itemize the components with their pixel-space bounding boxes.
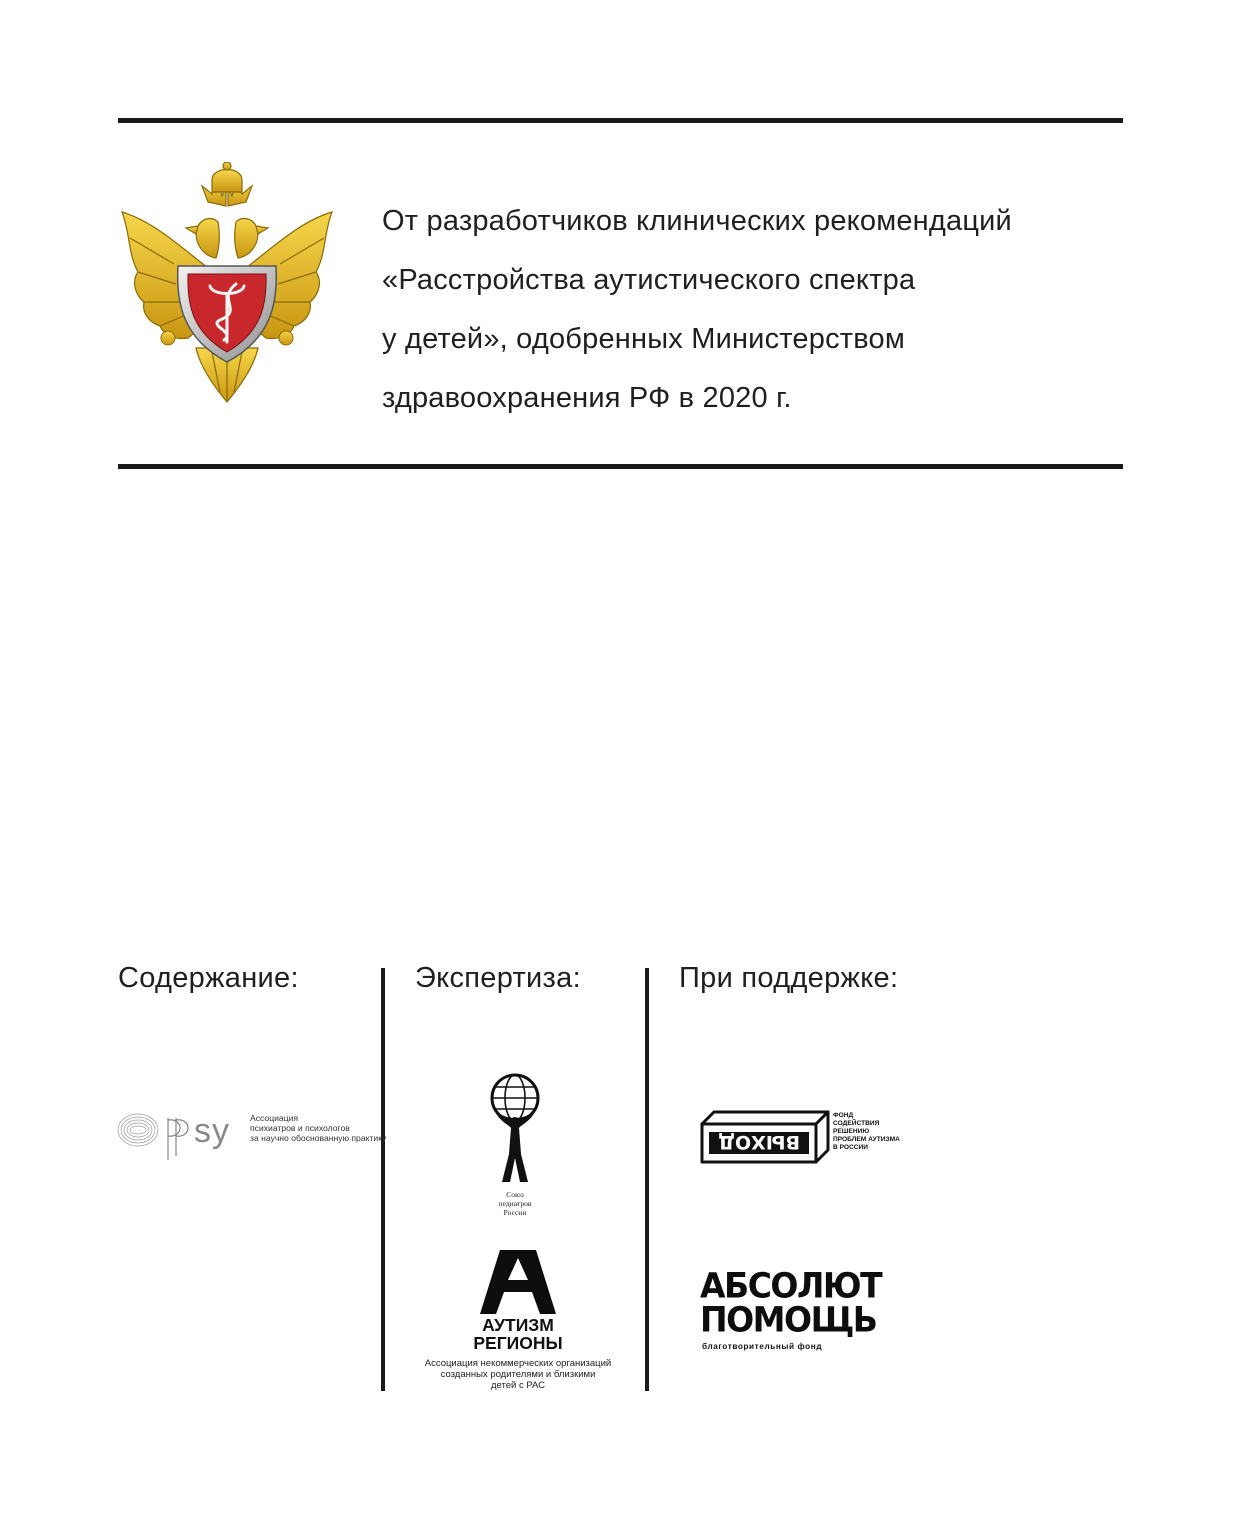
column-divider	[381, 968, 385, 1391]
autism-regions-title	[420, 1316, 616, 1352]
pediatricians-caption-line: России	[503, 1208, 527, 1217]
autism-regions-caption	[420, 1358, 616, 1391]
svg-text:ВЫХОД: ВЫХОД	[718, 1131, 800, 1153]
vykhod-caption	[833, 1112, 900, 1152]
vykhod-caption-line: ПРОБЛЕМ АУТИЗМА	[833, 1136, 900, 1143]
crowns	[202, 162, 252, 206]
top-rule	[118, 118, 1123, 123]
pediatricians-caption	[484, 1190, 546, 1217]
pediatricians-union-logo	[484, 1072, 546, 1222]
vykhod-caption-line: В РОССИИ	[833, 1144, 869, 1151]
ppsy-mark	[116, 1106, 246, 1166]
autism-regions-title-line: АУТИЗМ	[482, 1315, 554, 1335]
ppsy-caption-line: психиатров и психологов	[250, 1123, 350, 1133]
letter-a-mark	[420, 1248, 616, 1318]
vykhod-caption-line: СОДЕЙСТВИЯ	[833, 1120, 880, 1127]
support-heading: При поддержке:	[679, 962, 899, 994]
svg-text:sy: sy	[194, 1112, 230, 1150]
vykhod-caption-line: РЕШЕНИЮ	[833, 1128, 870, 1135]
expertise-heading: Экспертиза:	[415, 962, 581, 994]
vykhod-box-mark	[700, 1110, 830, 1166]
eagle-heads	[186, 219, 268, 258]
intro-line: здравоохранения РФ в 2020 г.	[382, 382, 792, 414]
bottom-rule	[118, 464, 1123, 469]
autism-regions-logo	[420, 1248, 616, 1391]
intro-line: у детей», одобренных Министерством	[382, 323, 906, 355]
globe-figure-icon	[484, 1072, 546, 1190]
autism-regions-caption-line: созданных родителями и близкими	[440, 1369, 596, 1380]
pediatricians-caption-line: Союз	[506, 1190, 524, 1199]
vykhod-caption-line: ФОНД	[833, 1112, 854, 1119]
autism-regions-title-line: РЕГИОНЫ	[473, 1333, 563, 1353]
ppsy-caption-line: за научно обоснованную практику	[250, 1133, 387, 1143]
autism-regions-caption-line: детей с РАС	[490, 1380, 546, 1391]
absolut-caption: благотворительный фонд	[702, 1342, 823, 1351]
ppsy-caption	[250, 1113, 386, 1143]
vykhod-foundation-logo	[700, 1110, 922, 1166]
pediatricians-caption-line: педиатров	[498, 1199, 532, 1208]
column-divider	[645, 968, 649, 1391]
content-heading: Содержание:	[118, 962, 299, 994]
intro-text	[382, 192, 1122, 428]
intro-line: От разработчиков клинических рекомендаций	[382, 205, 1012, 237]
intro-line: «Расстройства аутистического спектра	[382, 264, 916, 296]
ppsy-caption-line: Ассоциация	[250, 1113, 299, 1123]
ppsy-logo	[116, 1106, 387, 1166]
ministry-of-health-emblem	[116, 162, 338, 408]
absolut-title-line: ПОМОЩЬ	[700, 1298, 877, 1340]
autism-regions-caption-line: Ассоциация некоммерческих организаций	[424, 1358, 612, 1369]
absolut-pomosh-logo	[700, 1266, 890, 1358]
absolut-title-line: АБСОЛЮТ	[700, 1264, 882, 1306]
